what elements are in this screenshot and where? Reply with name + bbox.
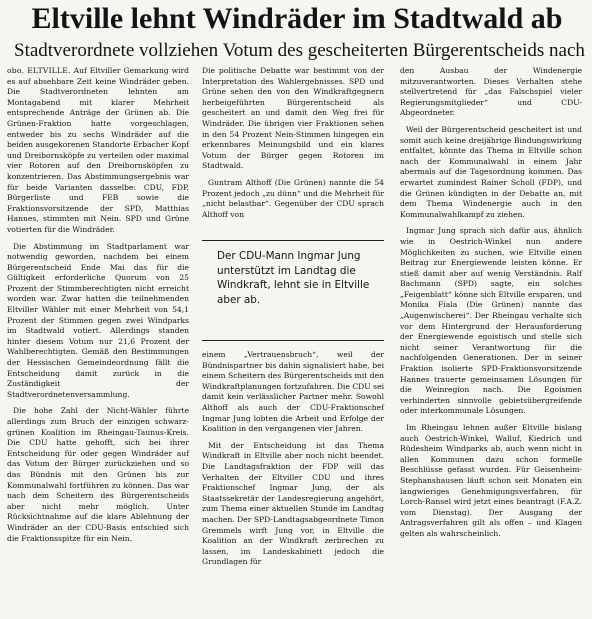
article-column-2-top bbox=[202, 66, 384, 220]
paragraph: einem „Vertrauensbruch“, weil der Bündnispartner bis dahin signalisiert habe, bei einem Scheitern des Bürgerentscheids mit den Windkraftplanungen fortzufahren. Die CDU sei damit kein verlässlicher Partner mehr. Sowohl Althoff als auch der CDU-Fraktionschef Ingmar Jung lobten die Arbeit und Erfolge der Koalition in den vergangenen vier Jahren. bbox=[202, 350, 384, 434]
paragraph: den Ausbau der Windenergie mitzuverantworten. Dieses Verhalten stehe stellvertretend für „das Falschspiel vieler Regierungsmitglieder“ und CDU-Abgeordneter. bbox=[400, 66, 582, 118]
paragraph: Die Abstimmung im Stadtparlament war notwendig geworden, nachdem bei einem Bürgerentscheid Ende Mai das für die Gültigkeit erforderliche Quorum von 25 Prozent der Stimmberechtigten nicht erreicht worden war. Zwar hatten die teilnehmenden Eltviller Wähler mit einer Mehrheit von 54,1 Prozent der Stimmen gegen zwei Windparks im Stadtwald votiert. Allerdings standen hinter diesem Votum nur 21,6 Prozent der Wahlberechtigten. Gemäß den Bestimmungen der Hessischen Gemeindeordnung fällt die Entscheidung damit zurück in die Zuständigkeit der Stadtverordnetenversammlung. bbox=[7, 241, 189, 399]
article-column-1 bbox=[7, 66, 189, 544]
paragraph: Die politische Debatte war bestimmt von der Interpretation des Wahlergebnisses. SPD und Grüne sehen den von den Windkraftgegnern herbeigeführten Bürgerentscheid als gescheitert an und damit den Weg frei für Windräder. Die übrigen vier Fraktionen sehen in den 54 Prozent Nein-Stimmen hingegen ein erkennbares Meinungsbild und ein klares Votum der Bürger gegen Rotoren im Stadtwald. bbox=[202, 66, 384, 171]
paragraph: Im Rheingau lehnen außer Eltville bislang auch Oestrich-Winkel, Walluf, Kiedrich und Rüdesheim Windparks ab, auch wenn nicht in allen Kommunen dazu schon formelle Beschlüsse gefasst wurden. Für Geisenheim-Stephanshausen läuft schon seit Monaten ein langwieriges Genehmigungsverfahren, für Lorch-Ransel wird jetzt eines beantragt (F.A.Z. vom Dienstag). Der Ausgang der Antragsverfahren gilt als offen – und Klagen gelten als wahrscheinlich. bbox=[400, 423, 582, 538]
paragraph: Ingmar Jung sprach sich dafür aus, ähnlich wie in Oestrich-Winkel nun andere Möglichkeiten zu suchen, wie Eltville einen Beitrag zur Energiewende leisten könne. Er stieß damit aber auf wenig Verständnis. Ralf Bachmann (SPD) sagte, ein solches „Feigenblatt“ könne sich Eltville ersparen, und Monika Fiala (Die Grünen) nannte das „Augenwischerei“. Der Rheingau verhalte sich vor dem Hintergrund der Herausforderung der Energiewende egoistisch und stelle sich nicht seiner Verantwortung für die nachfolgenden Generationen. Der in seiner Fraktion isolierte SPD-Fraktionsvorsitzende Hannes trauerte gemeinsamen Lösungen für die Weinregion nach. Die Egoismen verhinderten sinnvolle gebietsübergreifende oder interkommunale Lösungen. bbox=[400, 226, 582, 416]
article-column-2-bottom bbox=[202, 350, 384, 568]
pull-quote-text: Der CDU-Mann Ingmar Jung unterstützt im Landtag die Windkraft, lehnt sie in Eltville aber ab. bbox=[217, 250, 370, 306]
paragraph-text: Auf Eltviller Gemarkung wird es auf absehbare Zeit keine Windräder geben. Die Stadtverordneten lehnten am Montagabend mit klarer Mehrheit entsprechende Anträge der Grünen ab. Die Grünen-Fraktion hatte vorgeschlagen, entweder bis zu sechs Windräder auf die beiden ausgekorenen Standorte Erbacher Kopf und Dreibornsköpfe zu verteilen oder maximal vier Rotoren auf den Dreibornsköpfen zu konzentrieren. Das Abstimmungsergebnis war für beide Varianten dasselbe: CDU, FDP, Bürgerliste und FEB sowie die Fraktionsvorsitzende der SPD, Matthias Hannes, stimmten mit Nein. SPD und Grüne votierten für die Windräder. bbox=[7, 66, 190, 234]
paragraph: Weil der Bürgerentscheid gescheitert ist und somit auch keine dreijährige Bindungswirkung entfaltet, könnte das Thema in Eltville schon nach der Kommunalwahl in einem Jahr abermals auf die Tagesordnung kommen. Das erwartet zumindest Rainer Scholl (FDP), und die Grünen kündigten in der Debatte an, mit dem Thema Windenergie auch in den Kommunalwahlkampf zu ziehen. bbox=[400, 124, 582, 219]
article-headline: Eltville lehnt Windräder im Stadtwald ab bbox=[31, 2, 563, 35]
paragraph bbox=[7, 66, 189, 236]
article-subheadline: Stadtverordnete vollziehen Votum des gescheiterten Bürgerentscheids nach bbox=[14, 40, 585, 61]
paragraph: Guntram Althoff (Die Grünen) nannte die 54 Prozent jedoch „zu dünn“ und die Mehrheit für „nicht belastbar“. Gegenüber der CDU sprach Althoff von bbox=[202, 177, 384, 219]
paragraph: Mit der Entscheidung ist das Thema Windkraft in Eltville aber noch nicht beendet. Die Landtagsfraktion der FDP will das Verhalten der Eltviller CDU und ihres Fraktionschef Ingmar Jung, der als Staatssekretär der Landesregierung angehört, zum Thema einer aktuellen Stunde im Landtag machen. Der SPD-Landtagsabgeordnete Timon Gremmels wirft Jung vor, in Eltville die Koalition an der Windkraft zerbrechen zu lassen, im Landeskabinett jedoch die Grundlagen für bbox=[202, 440, 384, 567]
pull-quote bbox=[202, 240, 384, 307]
pull-quote-bottom-rule bbox=[202, 340, 384, 341]
article-column-3 bbox=[400, 66, 582, 540]
paragraph: Die hohe Zahl der Nicht-Wähler führte allerdings zum Bruch der einzigen schwarz-grünen Koalition im Rheingau-Taunus-Kreis. Die CDU hatte gehofft, sich bei ihrer Entscheidung für oder gegen Windräder auf das Votum der Bürger zurückziehen und so das Bündnis mit den Grünen bis zur Kommunalwahl fortführen zu können. Das war nach dem Scheitern des Bürgerentscheids aber nicht mehr möglich. Unter Rücksichtnahme auf die klare Ablehnung der Windräder an der CDU-Basis entschied sich die Fraktionsspitze für ein Nein. bbox=[7, 406, 189, 543]
dateline: obo. ELTVILLE. bbox=[7, 66, 71, 75]
